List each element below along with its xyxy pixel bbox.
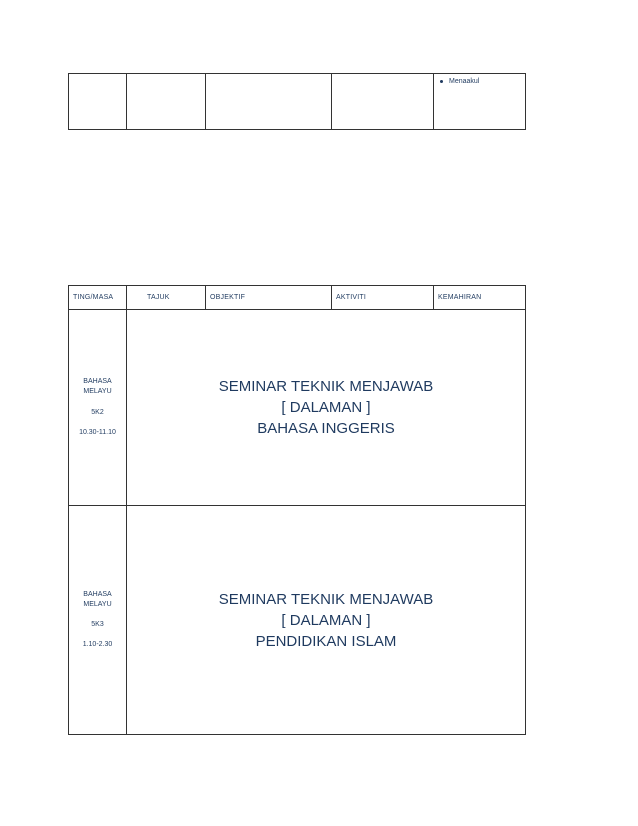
top-table-fragment	[68, 73, 526, 130]
banner-subject: BAHASA INGGERIS	[257, 420, 395, 437]
header-objektif: OBJEKTIF	[206, 286, 332, 310]
table-row	[69, 506, 526, 735]
class-label: 5K3	[91, 621, 104, 628]
table-cell	[69, 74, 127, 130]
skill-item: Menaakul	[449, 78, 480, 85]
seminar-banner	[127, 506, 526, 735]
banner-subject: PENDIDIKAN ISLAM	[255, 632, 397, 650]
seminar-banner	[127, 310, 526, 506]
table-cell	[127, 74, 206, 130]
banner-subtitle: [ DALAMAN ]	[281, 611, 371, 629]
table-cell	[332, 74, 434, 130]
header-tajuk: TAJUK	[127, 286, 206, 310]
header-ting-masa: TING/MASA	[69, 286, 127, 310]
header-kemahiran: KEMAHIRAN	[434, 286, 526, 310]
schedule-table	[68, 285, 526, 735]
time-label: 1.10-2.30	[82, 641, 113, 649]
subject-label: BAHASA	[83, 590, 112, 598]
subject-label: BAHASA	[83, 378, 112, 386]
time-label: 10.30-11.10	[79, 428, 116, 436]
bullet-icon	[440, 80, 443, 83]
time-cell	[69, 310, 127, 506]
subject-label: MELAYU	[83, 600, 112, 608]
header-aktiviti: AKTIVITI	[332, 286, 434, 310]
table-cell	[206, 74, 332, 130]
header-row	[69, 286, 526, 310]
subject-label: MELAYU	[83, 388, 112, 396]
banner-title: SEMINAR TEKNIK MENJAWAB	[218, 378, 434, 395]
banner-subtitle: [ DALAMAN ]	[281, 399, 371, 416]
banner-title: SEMINAR TEKNIK MENJAWAB	[218, 590, 434, 608]
skills-cell	[434, 74, 526, 130]
class-label: 5K2	[91, 408, 104, 416]
table-row	[69, 74, 526, 130]
table-row	[69, 310, 526, 506]
time-cell	[69, 506, 127, 735]
